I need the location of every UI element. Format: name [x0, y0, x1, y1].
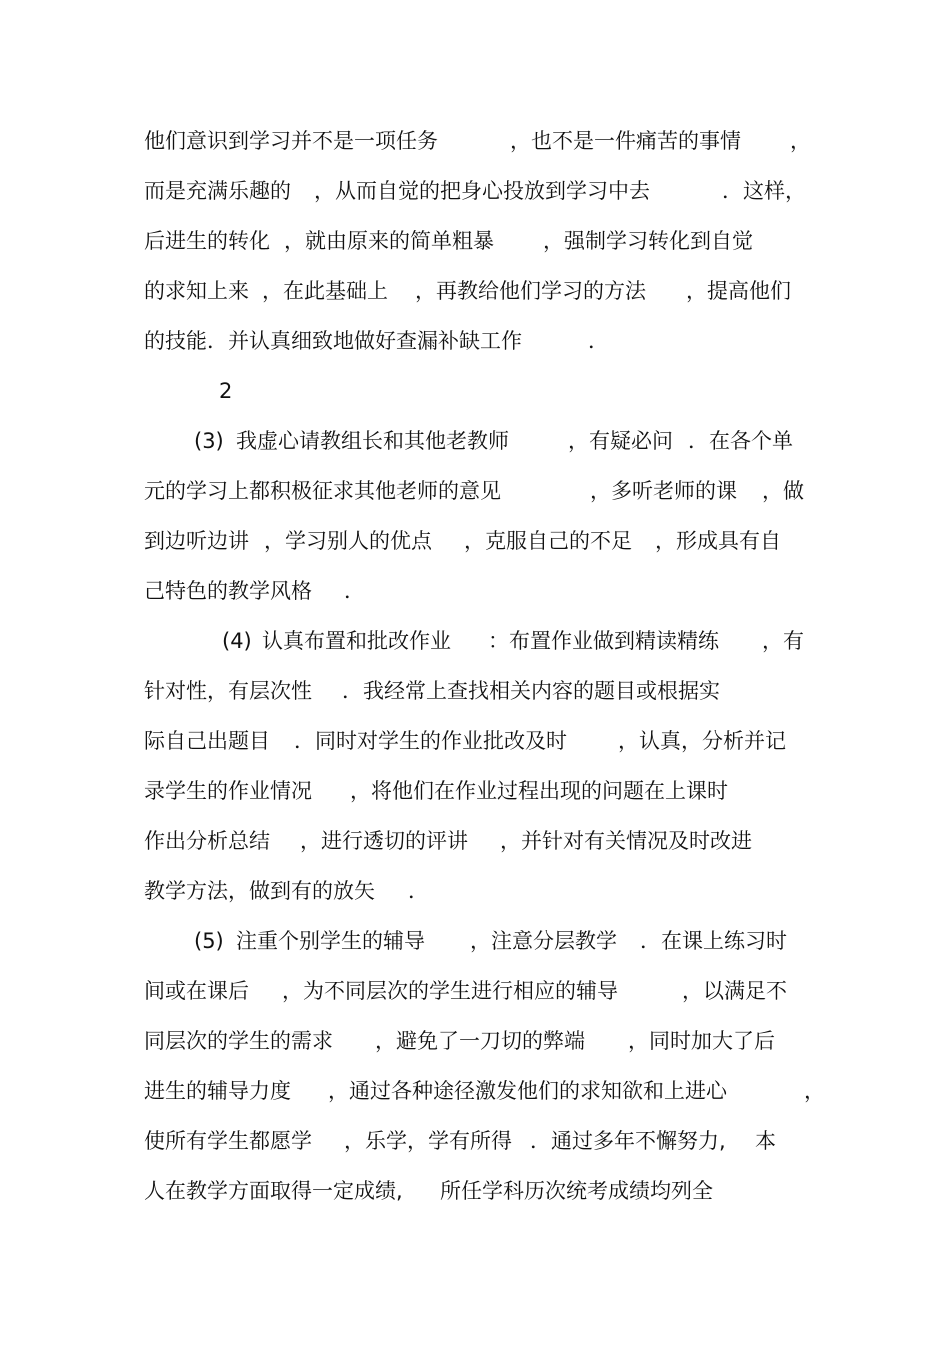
text-segment: ，做 [762, 479, 804, 503]
text-line [0, 474, 950, 508]
text-line [0, 924, 950, 958]
text-segment: 到边听边讲 [144, 529, 249, 553]
text-segment: ，形成具有自 [655, 529, 781, 553]
text-segment: ，同时加大了后 [628, 1029, 775, 1053]
text-line [0, 1024, 950, 1058]
text-line [0, 274, 950, 308]
text-segment: 而是充满乐趣的 [144, 179, 291, 203]
page-number-text: 2 [219, 379, 233, 403]
text-segment: ，多听老师的课 [590, 479, 737, 503]
text-segment: 元的学习上都积极征求其他老师的意见 [144, 479, 501, 503]
text-line [0, 774, 950, 808]
text-segment: ，学习别人的优点 [264, 529, 432, 553]
text-segment: ，避免了一刀切的弊端 [375, 1029, 585, 1053]
text-line [0, 724, 950, 758]
text-segment: 己特色的教学风格 [144, 579, 312, 603]
text-segment: 注重个别学生的辅导 [236, 929, 425, 953]
text-segment: ．在课上练习时 [640, 929, 787, 953]
text-segment: 他们意识到学习并不是一项任务 [144, 129, 438, 153]
text-segment: ，有 [762, 629, 804, 653]
text-segment: ，强制学习转化到自觉 [543, 229, 753, 253]
text-line [0, 1124, 950, 1158]
text-segment: 录学生的作业情况 [144, 779, 312, 803]
text-segment: ，就由原来的简单粗暴 [284, 229, 494, 253]
text-segment: ． [588, 329, 609, 353]
text-line [0, 174, 950, 208]
text-segment: ，注意分层教学 [470, 929, 617, 953]
page-number [0, 374, 950, 408]
text-segment: 进生的辅导力度 [144, 1079, 291, 1103]
text-segment: ．通过多年不懈努力, [530, 1129, 726, 1153]
text-segment: ． [344, 579, 365, 603]
text-segment: ，以满足不 [682, 979, 787, 1003]
text-segment: ， [804, 1079, 825, 1103]
text-line [0, 324, 950, 358]
text-segment: 后进生的转化 [144, 229, 270, 253]
item-number: (3) [194, 429, 224, 453]
text-segment: ．我经常上查找相关内容的题目或根据实 [342, 679, 720, 703]
text-line [0, 424, 950, 458]
text-segment: ，乐学，学有所得 [344, 1129, 512, 1153]
text-segment: ，为不同层次的学生进行相应的辅导 [282, 979, 618, 1003]
text-segment: ，有疑必问 [568, 429, 673, 453]
text-segment: 人在教学方面取得一定成绩, [144, 1179, 403, 1203]
text-line [0, 1174, 950, 1208]
text-segment: ，提高他们 [686, 279, 791, 303]
text-segment: ，将他们在作业过程出现的问题在上课时 [350, 779, 728, 803]
text-segment: 间或在课后 [144, 979, 249, 1003]
text-segment: 教学方法，做到有的放矢 [144, 879, 375, 903]
text-line [0, 1074, 950, 1108]
text-segment: ：布置作业做到精读精练 [488, 629, 719, 653]
text-segment: ，进行透切的评讲 [300, 829, 468, 853]
text-segment: 使所有学生都愿学 [144, 1129, 312, 1153]
item-number: (4) [222, 629, 252, 653]
text-line [0, 824, 950, 858]
item-number: (5) [194, 929, 224, 953]
text-segment: 的求知上来 [144, 279, 249, 303]
text-segment: ，也不是一件痛苦的事情 [510, 129, 741, 153]
text-line [0, 624, 950, 658]
text-segment: ， [790, 129, 811, 153]
text-segment: 的技能．并认真细致地做好查漏补缺工作 [144, 329, 522, 353]
text-line [0, 224, 950, 258]
text-line [0, 574, 950, 608]
text-segment: ，在此基础上 [262, 279, 388, 303]
text-segment: ，从而自觉的把身心投放到学习中去 [314, 179, 650, 203]
text-segment: 所任学科历次统考成绩均列全 [440, 1179, 713, 1203]
text-segment: ，克服自己的不足 [464, 529, 632, 553]
text-segment: ． [408, 879, 429, 903]
text-segment: ．在各个单 [688, 429, 793, 453]
text-segment: 际自己出题目 [144, 729, 270, 753]
text-segment: ，认真，分析并记 [618, 729, 786, 753]
text-line [0, 674, 950, 708]
text-segment: ．这样， [722, 179, 806, 203]
text-segment: 作出分析总结 [144, 829, 270, 853]
text-segment: ．同时对学生的作业批改及时 [294, 729, 567, 753]
text-line [0, 974, 950, 1008]
text-segment: 针对性，有层次性 [144, 679, 312, 703]
text-segment: ，再教给他们学习的方法 [415, 279, 646, 303]
text-line [0, 124, 950, 158]
text-line [0, 524, 950, 558]
text-segment: 认真布置和批改作业 [262, 629, 451, 653]
text-segment: 同层次的学生的需求 [144, 1029, 333, 1053]
text-line [0, 874, 950, 908]
text-segment: 我虚心请教组长和其他老教师 [236, 429, 509, 453]
text-segment: 本 [755, 1129, 776, 1153]
text-segment: ，并针对有关情况及时改进 [500, 829, 752, 853]
text-segment: ，通过各种途径激发他们的求知欲和上进心 [328, 1079, 727, 1103]
